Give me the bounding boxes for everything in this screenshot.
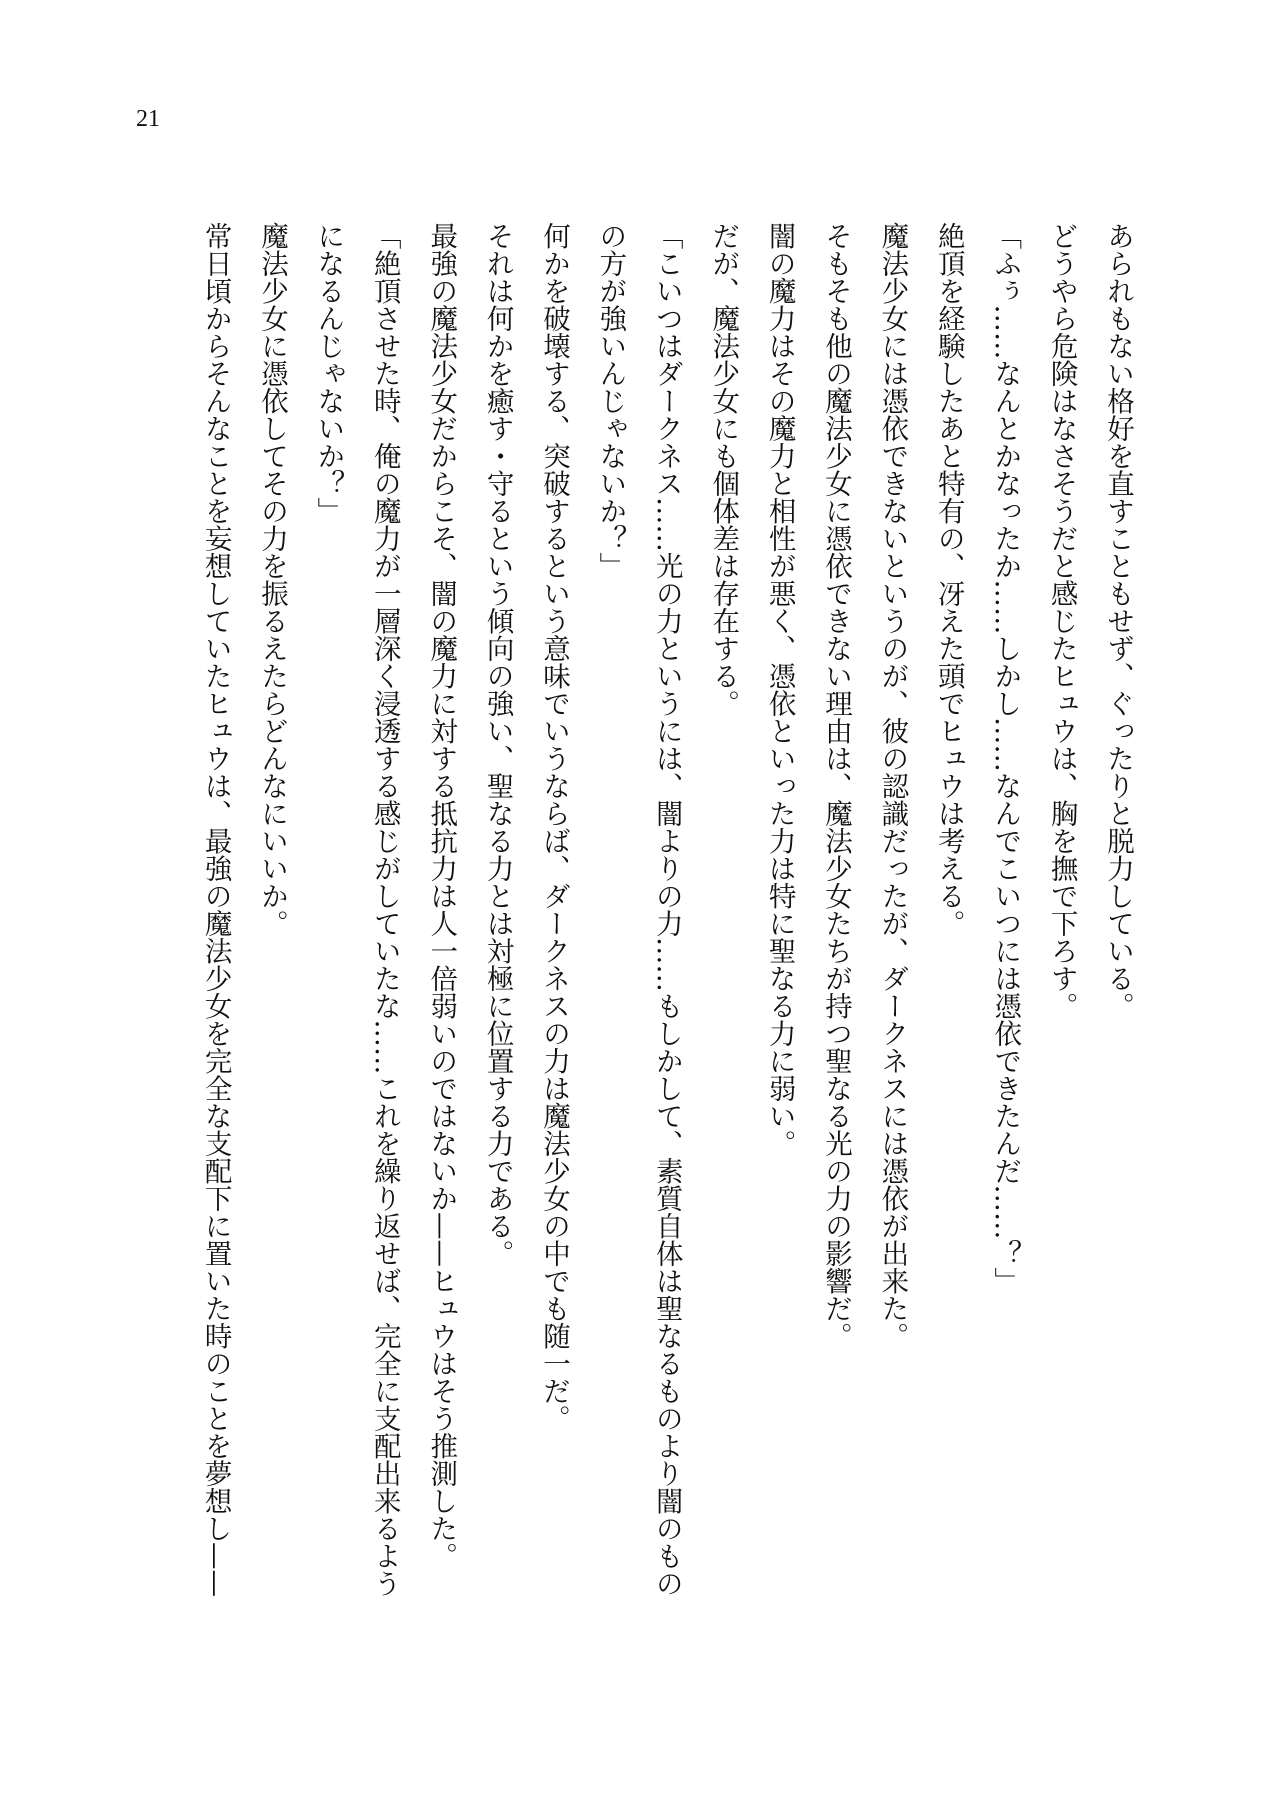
text-column: どうやら危険はなさそうだと感じたヒュウは、胸を撫で下ろす。 bbox=[1045, 222, 1078, 1020]
text-column: それは何かを癒す・守るという傾向の強い、聖なる力とは対極に位置する力である。 bbox=[481, 222, 514, 1267]
text-column: の方が強いんじゃないか？」 bbox=[594, 222, 627, 580]
text-column: 魔法少女に憑依してその力を振るえたらどんなにいいか。 bbox=[256, 222, 288, 937]
page-number: 21 bbox=[136, 106, 160, 132]
text-column: 「こいつはダークネス……光の力というには、闇よりの力……もしかして、素質自体は聖なるものより闇のもの bbox=[650, 222, 683, 1597]
text-column: そもそも他の魔法少女に憑依できない理由は、魔法少女たちが持つ聖なる光の力の影響だ。 bbox=[820, 222, 852, 1350]
text-column: 「ふぅ……なんとかなったか……しかし……なんでこいつには憑依できたんだ……？」 bbox=[989, 222, 1022, 1295]
text-column: だが、魔法少女にも個体差は存在する。 bbox=[707, 222, 740, 717]
text-column: あられもない格好を直すこともせず、ぐったりと脱力している。 bbox=[1102, 222, 1134, 1020]
text-column: 闇の魔力はその魔力と相性が悪く、憑依といった力は特に聖なる力に弱い。 bbox=[763, 222, 796, 1157]
text-column: になるんじゃないか？」 bbox=[312, 222, 345, 525]
text-column: 「絶頂させた時、俺の魔力が一層深く浸透する感じがしていたな……これを繰り返せば、完全に支配出来るよう bbox=[368, 222, 401, 1597]
text-column: 常日頃からそんなことを妄想していたヒュウは、最強の魔法少女を完全な支配下に置いた時のことを夢想し—— bbox=[199, 222, 232, 1597]
text-column: 絶頂を経験したあと特有の、冴えた頭でヒュウは考える。 bbox=[932, 222, 965, 937]
text-column: 何かを破壊する、突破するという意味でいうならば、ダークネスの力は魔法少女の中でも随一だ。 bbox=[538, 222, 570, 1432]
text-column: 最強の魔法少女だからこそ、闇の魔力に対する抵抗力は人一倍弱いのではないか——ヒュウはそう推測した。 bbox=[425, 222, 458, 1570]
text-column: 魔法少女には憑依できないというのが、彼の認識だったが、ダークネスには憑依が出来た。 bbox=[876, 222, 909, 1350]
